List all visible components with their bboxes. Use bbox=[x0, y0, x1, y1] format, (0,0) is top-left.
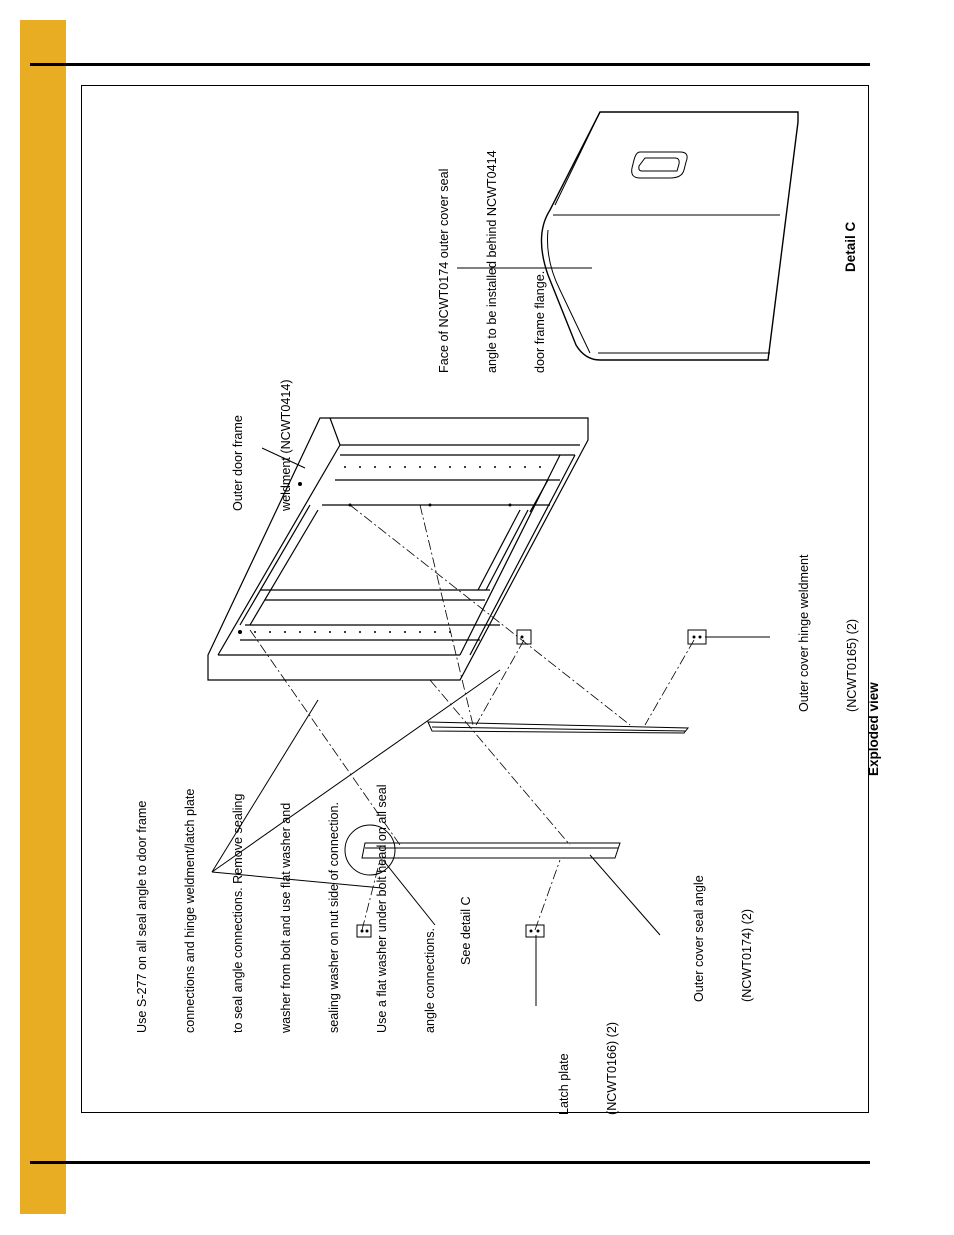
hinge-weldment-large bbox=[688, 630, 706, 644]
hinge-weldment-label: Outer cover hinge weldment (NCWT0165) (2) bbox=[797, 554, 859, 712]
seal-angle-label: Outer cover seal angle (NCWT0174) (2) bbox=[692, 875, 754, 1002]
detail-c-title: Detail C bbox=[843, 221, 858, 272]
see-detail-label: See detail C bbox=[459, 896, 473, 965]
exploded-view-title: Exploded view bbox=[866, 682, 881, 776]
latch-plate-bottom bbox=[526, 925, 544, 937]
latch-plate-label: Latch plate (NCWT0166) (2) bbox=[557, 1021, 619, 1115]
seal-angle-leader bbox=[590, 855, 660, 935]
door-frame-label: Outer door frame weldment (NCWT0414) bbox=[231, 379, 293, 511]
instructions-note: Use S-277 on all seal angle to door frame connections and hinge weldment/latch plate to seal angle connections. Remove sealing washer from bolt and use flat washer and sealing washer on nut side of connection. Use a flat washer under bolt head on all seal angle connections. bbox=[135, 784, 437, 1033]
detail-c-drawing bbox=[541, 112, 798, 360]
face-note-label: Face of NCWT0174 outer cover seal angle to be installed behind NCWT0414 door frame flange. bbox=[437, 150, 547, 373]
